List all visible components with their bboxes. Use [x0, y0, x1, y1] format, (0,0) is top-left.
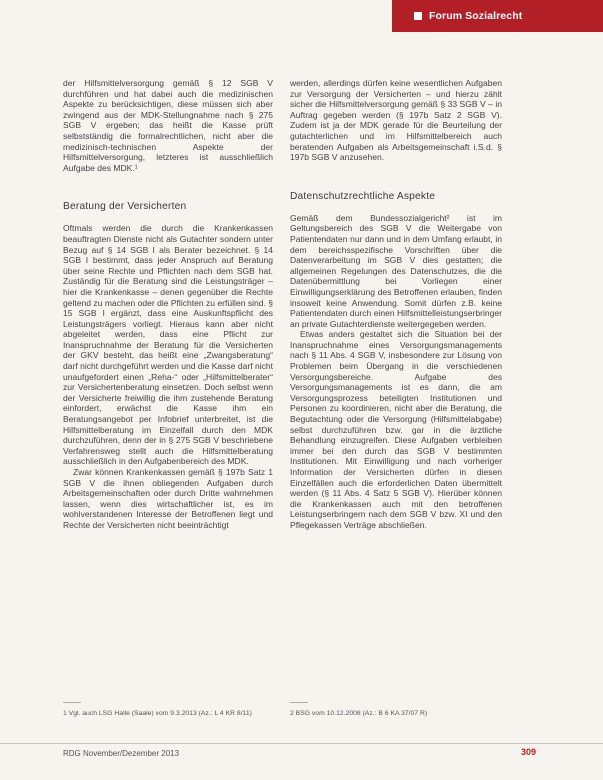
section-heading: Beratung der Versicherten	[63, 201, 187, 213]
paragraph: Oftmals werden die durch die Krankenkassen beauftragten Dienste nicht als Gutachter sondern unter Bezug auf § 14 SGB I als Berater bezeichnet. § 14 SGB I bestimmt, dass jeder Anspruch auf Beratung über seine Rechte und Pflichten nach dem SGB hat. Zuständig für die Beratung sind die Leistungsträger – hier die Krankenkasse – denen gegenüber die Rechte geltend zu machen oder die Pflichten zu erfüllen sind. § 15 SGB I ergänzt, dass eine Auskunftspflicht des Leistungsträgers vorliegt. Hieraus kann aber nicht abgeleitet werden, dass eine Pflicht zur Inanspruchnahme der Beratung für die Versicherten der GKV besteht, das heißt eine „Zwangsberatung“ darf nicht durchgeführt werden und die Kasse darf nicht unaufgefordert einen „Reha-“ oder „Hilfsmittelberater“ zur Versichertenberatung einsetzen. Doch selbst wenn der Versicherte freiwillig die ihm zustehende Beratung einfordert, erwächst die Kasse ihm ein Beratungsangebot per Infobrief unterbreitet, ist die Hilfsmittelberatung im Einzelfall durch den MDK durchzuführen, denn der in § 275 SGB V beschriebene Verfahrensweg stellt auch die Hilfsmittelberatung ausschließlich in den Aufgabenbereich des MDK.	[63, 223, 274, 467]
footnote-rule	[63, 702, 81, 703]
square-bullet-icon	[414, 12, 422, 20]
paragraph: der Hilfsmittelversorgung gemäß § 12 SGB V durchführen und hat dabei auch die medizinischen Aspekte zu berücksichtigen, diese müssen sich aber zwingend aus der MDK-Stellungnahme nach § 275 SGB V ergeben; das heißt die Kasse prüft selbstständig die formalrechtlichen, nicht aber die medizinisch-technischen Aspekte der Hilfsmittelversorgung, letzteres ist ausschließlich Aufgabe des MDK.¹	[63, 78, 273, 173]
paragraph: Zwar können Krankenkassen gemäß § 197b Satz 1 SGB V die ihnen obliegenden Aufgaben durch Arbeitsgemeinschaften oder durch Dritte wahrnehmen lassen, wenn dies wirtschaftlicher ist, es im wohlverstandenen Interesse der Betroffenen liegt und Rechte der Versicherten nicht beeinträchtigt	[63, 467, 273, 530]
section-label: Forum Sozialrecht	[429, 10, 523, 22]
page-number: 309	[521, 747, 537, 757]
left-column	[63, 78, 273, 531]
right-column	[290, 78, 502, 531]
section-header-band	[392, 0, 603, 32]
paragraph: Gemäß dem Bundessozialgericht² ist im Geltungsbereich des SGB V die Weitergabe von Patientendaten nur dann und in dem Umfang erlaubt, in dem bereichsspezifische Vorschriften über die Datenverarbeitung im SGB V dies gestatten; die allgemeinen Regelungen des Datenschutzes, die die Datenübermittlung bei Vorliegen einer Einwilligungserklärung des Betroffenen erlauben, finden insoweit keine Anwendung. Somit dürfen z.B. keine Patientendaten durch einen Hilfsmittelleistungserbringer an private Gutachterdienste weitergegeben werden.	[290, 212, 502, 329]
paragraph: werden, allerdings dürfen keine wesentlichen Aufgaben zur Versorgung der Versicherten – und hierzu zählt sicher die Hilfsmittelversorgung gemäß § 33 SGB V – in Auftrag gegeben werden (§ 197b Satz 2 SGB V). Zudem ist ja der MDK gerade für die Beurteilung der gutachterlichen und im Hilfsmittelbereich auch beratenden Aufgaben als Arbeitsgemeinschaft i.S.d. § 197b SGB V anzusehen.	[290, 78, 502, 163]
footer-divider	[0, 743, 603, 744]
footnote-2: 2 BSG vom 10.12.2008 (Az.: B 6 KA 37/07 R)	[290, 710, 428, 717]
paragraph: Etwas anders gestaltet sich die Situation bei der Inanspruchnahme eines Versorgungsmanagements nach § 11 Abs. 4 SGB V, insbesondere zur Lösung von Problemen beim Übergang in die verschiedenen Versorgungsbereiche. Aufgabe des Versorgungsmanagements ist es dann, die am Versorgungsprozess beteiligten Institutionen und Personen zu koordinieren, nicht aber die Beratung, die Begutachtung oder die Versorgung (Hilfsmittelabgabe) selbst durchzuführen bzw. gar in die ärztliche Behandlung einzugreifen. Diese Aufgaben verbleiben immer bei den durch das SGB V bestimmten Institutionen. Mit Einwilligung und nach vorheriger Information der Versicherten dürfen in diesen Einzelfällen auch die erforderlichen Daten übermittelt werden (§ 11 Abs. 4 Satz 5 SGB V). Hierüber können die Krankenkassen auch mit den betroffenen Leistungserbringern nach dem SGB V bzw. XI und den Pflegekassen Verträge abschließen.	[290, 329, 502, 530]
footnote-rule	[290, 702, 308, 703]
section-heading: Datenschutzrechtliche Aspekte	[290, 190, 436, 202]
issue-label: RDG November/Dezember 2013	[63, 749, 180, 758]
footnote-1: 1 Vgl. auch LSG Halle (Saale) vom 9.3.2013 (Az.: L 4 KR 8/11)	[63, 710, 252, 717]
